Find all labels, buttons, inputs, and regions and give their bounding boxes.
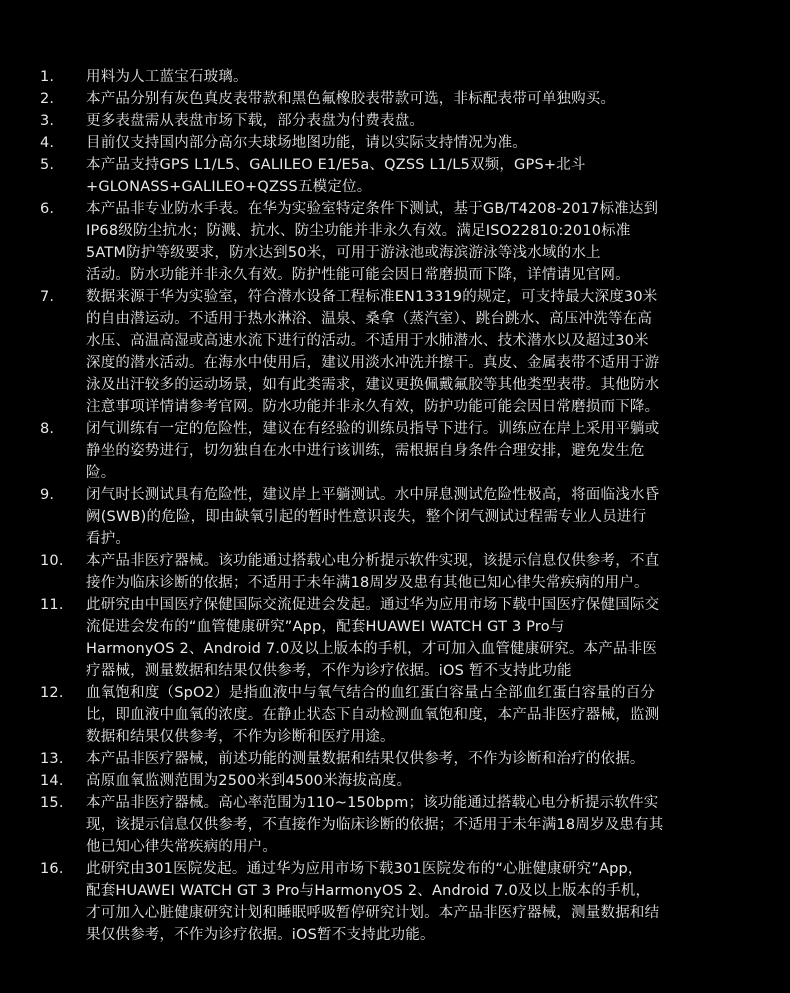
footnote-item	[40, 198, 750, 286]
footnote-number: 5.	[40, 157, 55, 173]
footnote-text: 目前仅支持国内部分高尔夫球场地图功能，请以实际支持情况为准。	[86, 135, 527, 151]
footnote-number: 16.	[40, 861, 64, 877]
footnote-text: 本产品分别有灰色真皮表带款和黑色氟橡胶表带款可选，非标配表带可单独购买。	[86, 91, 616, 107]
footnote-item	[40, 286, 750, 418]
footnote-list	[40, 66, 750, 946]
footnote-item	[40, 132, 750, 154]
footnote-item	[40, 682, 750, 748]
footnote-item	[40, 154, 750, 198]
footnote-text: 数据来源于华为实验室，符合潜水设备工程标准EN13319的规定，可支持最大深度30米 的自由潜运动。不适用于热水淋浴、温泉、桑拿（蒸汽室）、跳台跳水、高压冲洗等在高 水压、高温高湿或高速水流下进行的活动。不适用于水肺潜水、技术潜水以及超过30米 深度的潜水活动。在海水中使用后，建议用淡水冲洗并擦干。真皮、金属表带不适用于游 泳及出汗较多的运动场景，如有此类需求，建议更换佩戴氟胶等其他类型表带。其他防水 注意事项详情请参考官网。防水功能并非永久有效，防护功能可能会因日常磨损而下降。	[86, 289, 660, 415]
footnote-number: 6.	[40, 201, 55, 217]
footnote-text: 闭气训练有一定的危险性，建议在有经验的训练员指导下进行。训练应在岸上采用平躺或 静坐的姿势进行，切勿独自在水中进行该训练，需根据自身条件合理安排，避免发生危 险。	[86, 421, 660, 481]
footnote-text: 本产品非医疗器械，前述功能的测量数据和结果仅供参考，不作为诊断和治疗的依据。	[86, 751, 645, 767]
footnote-item	[40, 792, 750, 858]
footnote-text: 高原血氧监测范围为2500米到4500米海拔高度。	[86, 773, 412, 789]
footnote-number: 4.	[40, 135, 55, 151]
footnote-text: 闭气时长测试具有危险性，建议岸上平躺测试。水中屏息测试危险性极高，将面临浅水昏 阙(SWB)的危险，即由缺氧引起的暂时性意识丧失，整个闭气测试过程需专业人员进行 看护。	[86, 487, 660, 547]
footnote-number: 8.	[40, 421, 55, 437]
footnote-number: 2.	[40, 91, 55, 107]
footnote-text: 更多表盘需从表盘市场下载，部分表盘为付费表盘。	[86, 113, 425, 129]
footnote-number: 15.	[40, 795, 64, 811]
footnote-number: 9.	[40, 487, 55, 503]
footnote-text: 本产品支持GPS L1/L5、GALILEO E1/E5a、QZSS L1/L5双频，GPS+北斗 +GLONASS+GALILEO+QZSS五模定位。	[86, 157, 586, 195]
footnote-item	[40, 748, 750, 770]
footnote-item	[40, 88, 750, 110]
footnote-text: 用料为人工蓝宝石玻璃。	[86, 69, 248, 85]
footnote-item	[40, 110, 750, 132]
footnote-number: 13.	[40, 751, 64, 767]
footnote-item	[40, 66, 750, 88]
footnote-item	[40, 550, 750, 594]
footnote-item	[40, 418, 750, 484]
footnote-text: 此研究由中国医疗保健国际交流促进会发起。通过华为应用市场下载中国医疗保健国际交 流促进会发布的“血管健康研究”App，配套HUAWEI WATCH GT 3 Pro与 HarmonyOS 2、Android 7.0及以上版本的手机，才可加入血管健康研究。本产品非医 疗器械，测量数据和结果仅供参考，不作为诊疗依据。iOS 暂不支持此功能	[86, 597, 660, 679]
footnote-number: 1.	[40, 69, 55, 85]
footnote-number: 11.	[40, 597, 64, 613]
footnote-text: 此研究由301医院发起。通过华为应用市场下载301医院发布的“心脏健康研究”App， 配套HUAWEI WATCH GT 3 Pro与HarmonyOS 2、Android 7.0及以上版本的手机， 才可加入心脏健康研究计划和睡眠呼吸暂停研究计划。本产品非医疗器械，测量数据和结 果仅供参考，不作为诊疗依据。iOS暂不支持此功能。	[86, 861, 660, 943]
footnote-number: 3.	[40, 113, 55, 129]
footnote-number: 14.	[40, 773, 64, 789]
footnote-number: 7.	[40, 289, 55, 305]
footnote-item	[40, 770, 750, 792]
footnote-text: 血氧饱和度（SpO2）是指血液中与氧气结合的血红蛋白容量占全部血红蛋白容量的百分 比，即血液中血氧的浓度。在静止状态下自动检测血氧饱和度，本产品非医疗器械，监测 数据和结果仅供参考，不作为诊断和医疗用途。	[86, 685, 660, 745]
footnote-number: 10.	[40, 553, 64, 569]
footnote-item	[40, 594, 750, 682]
footnote-text: 本产品非医疗器械。该功能通过搭载心电分析提示软件实现，该提示信息仅供参考，不直 接作为临床诊断的依据；不适用于未年满18周岁及患有其他已知心律失常疾病的用户。	[86, 553, 660, 591]
footnote-text: 本产品非专业防水手表。在华为实验室特定条件下测试，基于GB/T4208-2017标准达到 IP68级防尘抗水；防溅、抗水、防尘功能并非永久有效。满足ISO22810:2010标准 5ATM防护等级要求，防水达到50米，可用于游泳池或海滨游泳等浅水域的水上 活动。防水功能并非永久有效。防护性能可能会因日常磨损而下降，详情请见官网。	[86, 201, 659, 283]
footnote-item	[40, 858, 750, 946]
footnote-text: 本产品非医疗器械。高心率范围为110~150bpm；该功能通过搭载心电分析提示软件实 现，该提示信息仅供参考，不直接作为临床诊断的依据；不适用于未年满18周岁及患有其 他已知心律失常疾病的用户。	[86, 795, 664, 855]
footnote-number: 12.	[40, 685, 64, 701]
footnote-item	[40, 484, 750, 550]
